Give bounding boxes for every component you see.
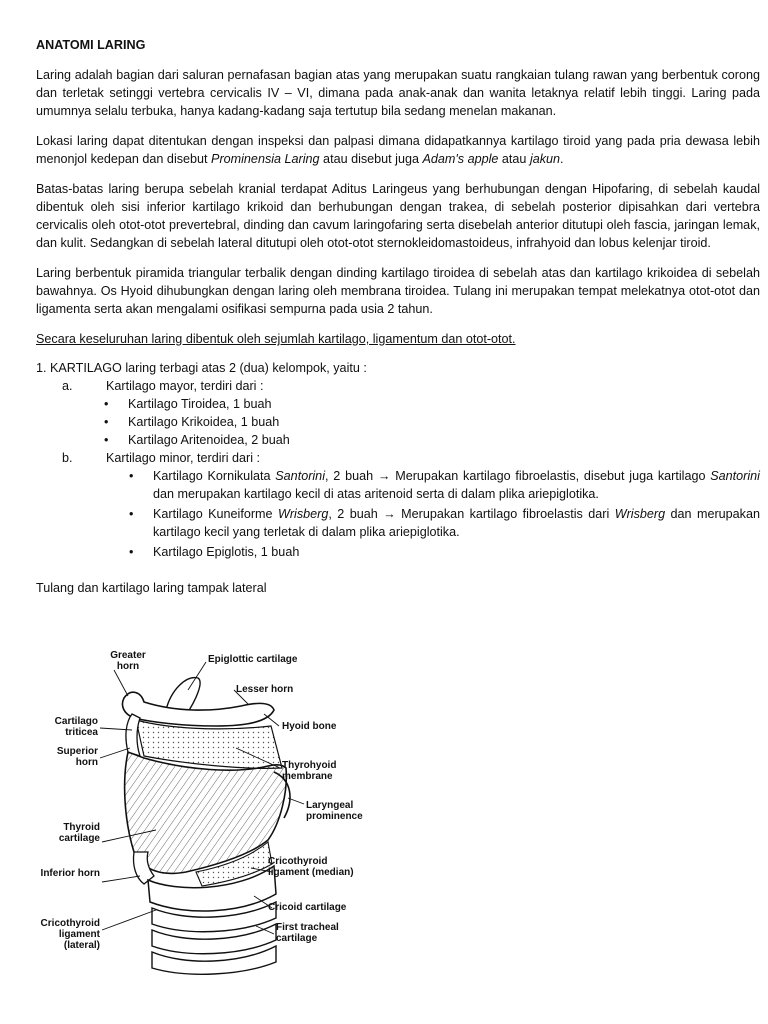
label-epiglottic-cartilage: Epiglottic cartilage: [208, 654, 298, 665]
list-item-text: Kartilago Epiglotis, 1 buah: [153, 545, 300, 559]
text-run: .: [560, 152, 564, 166]
text-run: atau disebut juga: [319, 152, 423, 166]
list-item-text: Kartilago Aritenoidea, 2 buah: [128, 433, 290, 447]
list-item-text: Kartilago Krikoidea, 1 buah: [128, 415, 280, 429]
bullet-icon: •: [129, 507, 134, 521]
paragraph-boundaries: Batas-batas laring berupa sebelah kranial terdapat Aditus Laringeus yang berhubungan dengan Hipofaring, di sebelah kaudal dibentuk oleh sisi inferior kartilago krikoid dan berhubungan dengan trakea, di sebelah posterior dipisahkan dari vertebra cervicalis oleh otot-otot prevertebral, dinding dan cavum laringofaring serta disebelah anterior ditutupi oleh fascia, jaringan lemak, dan kulit. Sedangkan di sebelah lateral ditutupi oleh otot-otot sternokleidomastoideus, infrahyoid dan lobus kelenjar tiroid.: [36, 182, 760, 250]
larynx-lateral-figure: [36, 640, 386, 980]
label-hyoid-bone: Hyoid bone: [282, 721, 337, 732]
page-title: ANATOMI LARING: [36, 38, 146, 52]
superior-horn-shape: [126, 714, 140, 756]
bullet-icon: •: [104, 397, 109, 411]
major-cartilage-list: [36, 395, 760, 449]
bullet-icon: •: [129, 545, 134, 559]
label-first-tracheal-cartilage: First tracheal cartilage: [276, 922, 339, 944]
label-laryngeal-prominence: Laryngeal prominence: [306, 800, 363, 822]
list-item: [104, 431, 760, 449]
label-greater-horn: Greater horn: [110, 650, 146, 672]
list-heading: 1. KARTILAGO laring terbagi atas 2 (dua) kelompok, yaitu :: [36, 361, 367, 375]
text-run: Kartilago Kornikulata: [153, 469, 276, 483]
text-run: Lokasi laring dapat ditentukan dengan inspeksi dan palpasi dimana didapatkannya kartilago tiroid yang pada pria dewasa lebih menonjol kedepan dan disebut: [36, 134, 760, 166]
label-cartilago-triticea: Cartilago triticea: [54, 716, 98, 738]
text-run: Kartilago Kuneiforme: [153, 507, 278, 521]
document-body: [36, 36, 760, 597]
label-inferior-horn: Inferior horn: [40, 868, 100, 879]
list-text: Kartilago minor, terdiri dari :: [106, 451, 260, 465]
list-text: Kartilago mayor, terdiri dari :: [106, 379, 264, 393]
label-cricoid-cartilage: Cricoid cartilage: [268, 902, 347, 913]
list-item: [129, 467, 760, 503]
text-run: atau: [498, 152, 530, 166]
underlined-summary: Secara keseluruhan laring dibentuk oleh sejumlah kartilago, ligamentum dan otot-otot.: [36, 332, 516, 346]
text-run: , 2 buah → Merupakan kartilago fibroelastis dari: [328, 507, 615, 521]
list-marker: b.: [62, 451, 73, 465]
italic-term: Wrisberg: [614, 507, 666, 521]
list-item: [129, 505, 760, 541]
list-marker: a.: [62, 379, 73, 393]
text-run: dan merupakan kartilago kecil yang terletak di dalam plika ariepiglotika.: [153, 507, 760, 539]
label-cricothyroid-median: Cricothyroid ligament (median): [268, 856, 354, 878]
italic-term: Prominensia Laring: [211, 152, 320, 166]
list-item: [129, 543, 760, 561]
paragraph-definition: Laring adalah bagian dari saluran pernafasan bagian atas yang merupakan suatu rangkaian tulang rawan yang berbentuk corong dan terletak setinggi vertebra cervicalis IV – VI, dimana pada anak-anak dan wanita letaknya relatif lebih tinggi. Laring pada umumnya selalu terbuka, hanya kadang-kadang saja tertutup bila sedang menelan makanan.: [36, 68, 760, 118]
italic-term: Santorini: [710, 469, 760, 483]
label-lesser-horn: Lesser horn: [236, 684, 294, 695]
label-cricothyroid-lateral: Cricothyroid ligament (lateral): [40, 918, 100, 951]
bullet-icon: •: [129, 469, 134, 483]
italic-term: jakun: [529, 152, 561, 166]
paragraph-shape: Laring berbentuk piramida triangular terbalik dengan dinding kartilago tiroidea di sebelah atas dan kartilago krikoidea di sebelah bawahnya. Os Hyoid dihubungkan dengan laring oleh membrana tiroidea. Tulang ini merupakan tempat melekatnya otot-otot dan ligamenta serta akan mengalami osifikasi sempurna pada usia 2 tahun.: [36, 266, 760, 316]
text-run: , 2 buah → Merupakan kartilago fibroelastis, disebut juga kartilago: [325, 469, 711, 483]
italic-term: Santorini: [275, 469, 325, 483]
bullet-icon: •: [104, 415, 109, 429]
list-item: [104, 395, 760, 413]
italic-term: Wrisberg: [277, 507, 329, 521]
text-run: dan merupakan kartilago kecil di atas aritenoid serta di dalam plika ariepiglotika.: [153, 487, 599, 501]
label-thyroid-cartilage: Thyroid cartilage: [58, 822, 100, 844]
bullet-icon: •: [104, 433, 109, 447]
paragraph-location: [36, 132, 760, 168]
italic-term: Adam's apple: [422, 152, 499, 166]
hyoid-bone-shape: [122, 692, 274, 726]
label-thyrohyoid-membrane: Thyrohyoid membrane: [282, 760, 337, 782]
label-superior-horn: Superior horn: [56, 746, 98, 768]
list-item-text: Kartilago Tiroidea, 1 buah: [128, 397, 272, 411]
figure-caption: Tulang dan kartilago laring tampak lateral: [36, 581, 267, 595]
sublist-a-heading: [36, 377, 760, 395]
minor-cartilage-list: [36, 467, 760, 561]
list-item: [104, 413, 760, 431]
sublist-b-heading: [36, 449, 760, 467]
